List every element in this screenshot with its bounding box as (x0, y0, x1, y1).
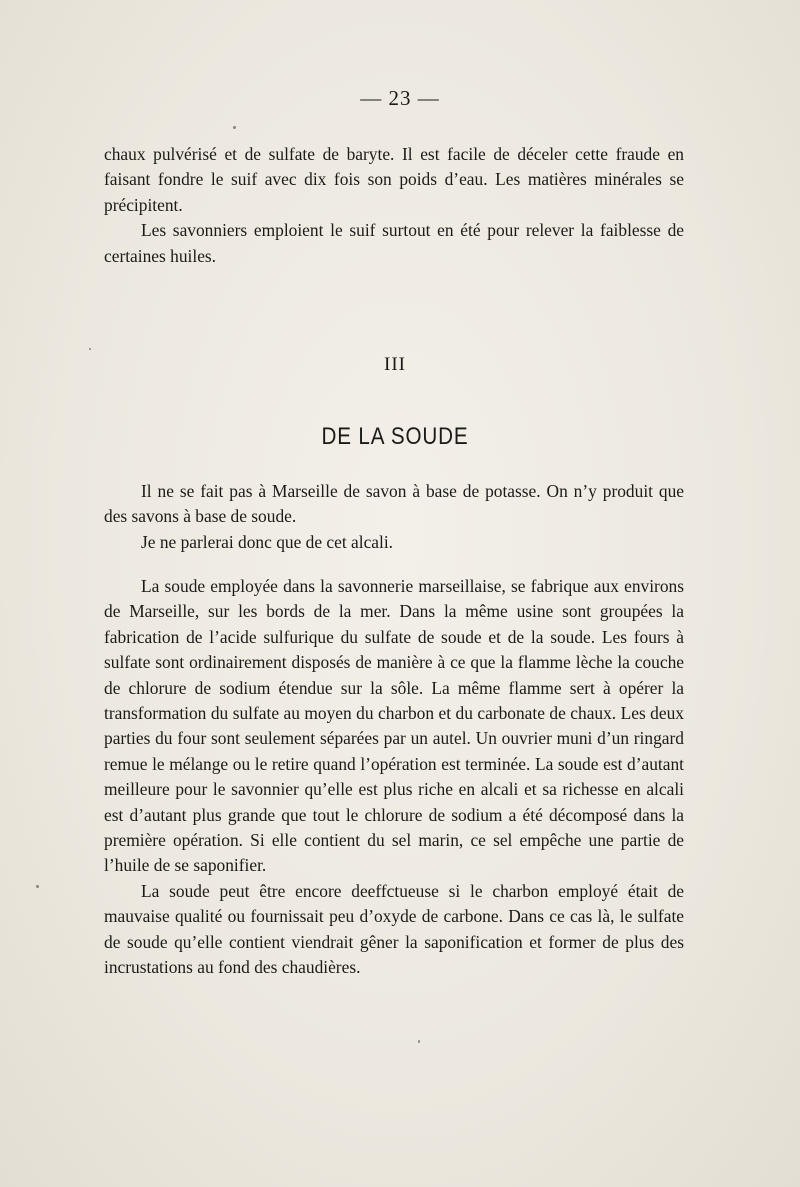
opening-text (104, 142, 684, 269)
section-title: DE LA SOUDE (321, 423, 469, 450)
paper-speck (418, 1040, 420, 1043)
page-number: — 23 — (360, 86, 440, 110)
opening-paragraph-continued: chaux pulvérisé et de sulfate de baryte. Il est facile de déceler cette fraude en faisant fondre le suif avec dix fois son poids d’eau. Les matières minérales se précipitent. (104, 144, 684, 215)
opening-paragraph-suif: Les savonniers emploient le suif surtout en été pour relever la faiblesse de certaines huiles. (104, 220, 684, 266)
paper-speck (36, 885, 39, 888)
paper-speck (89, 348, 91, 350)
intro-paragraph-potasse: Il ne se fait pas à Marseille de savon à base de potasse. On n’y produit que des savons à base de soude. (104, 481, 684, 527)
intro-text (104, 479, 684, 555)
paper-speck (233, 126, 236, 129)
intro-paragraph-alcali: Je ne parlerai donc que de cet alcali. (141, 531, 394, 552)
section-number: III (384, 354, 406, 375)
body-paragraph-fabrication: La soude employée dans la savonnerie marseillaise, se fabrique aux environs de Marseille, sur les bords de la mer. Dans la même usine sont groupées la fabrication de l’acide sulfurique du sulfate de soude et de la soude. Les fours à sulfate sont ordinairement disposés de manière à ce que la flamme lèche la couche de chlorure de sodium étendue sur la sôle. La même flamme sert à opérer la transformation du sulfate au moyen du charbon et du carbonate de chaux. Les deux parties du four sont seulement séparées par un autel. Un ouvrier muni d’un ringard remue le mélange ou le retire quand l’opération est terminée. La soude est d’autant meilleure pour le savonnier qu’elle est plus riche en alcali et sa richesse en alcali est d’autant plus grande que tout le chlorure de sodium a été décomposé dans la première opération. Si elle contient du sel marin, ce sel empêche une partie de l’huile de se saponifier. (104, 576, 684, 876)
body-text (104, 574, 684, 981)
body-paragraph-defauts: La soude peut être encore deeffctueuse si le charbon employé était de mauvaise qualité ou fournissait peu d’oxyde de carbone. Dans ce cas là, le sulfate de soude qu’elle contient viendrait gêner la saponification et former de plus des incrustations au fond des chaudières. (104, 880, 684, 978)
